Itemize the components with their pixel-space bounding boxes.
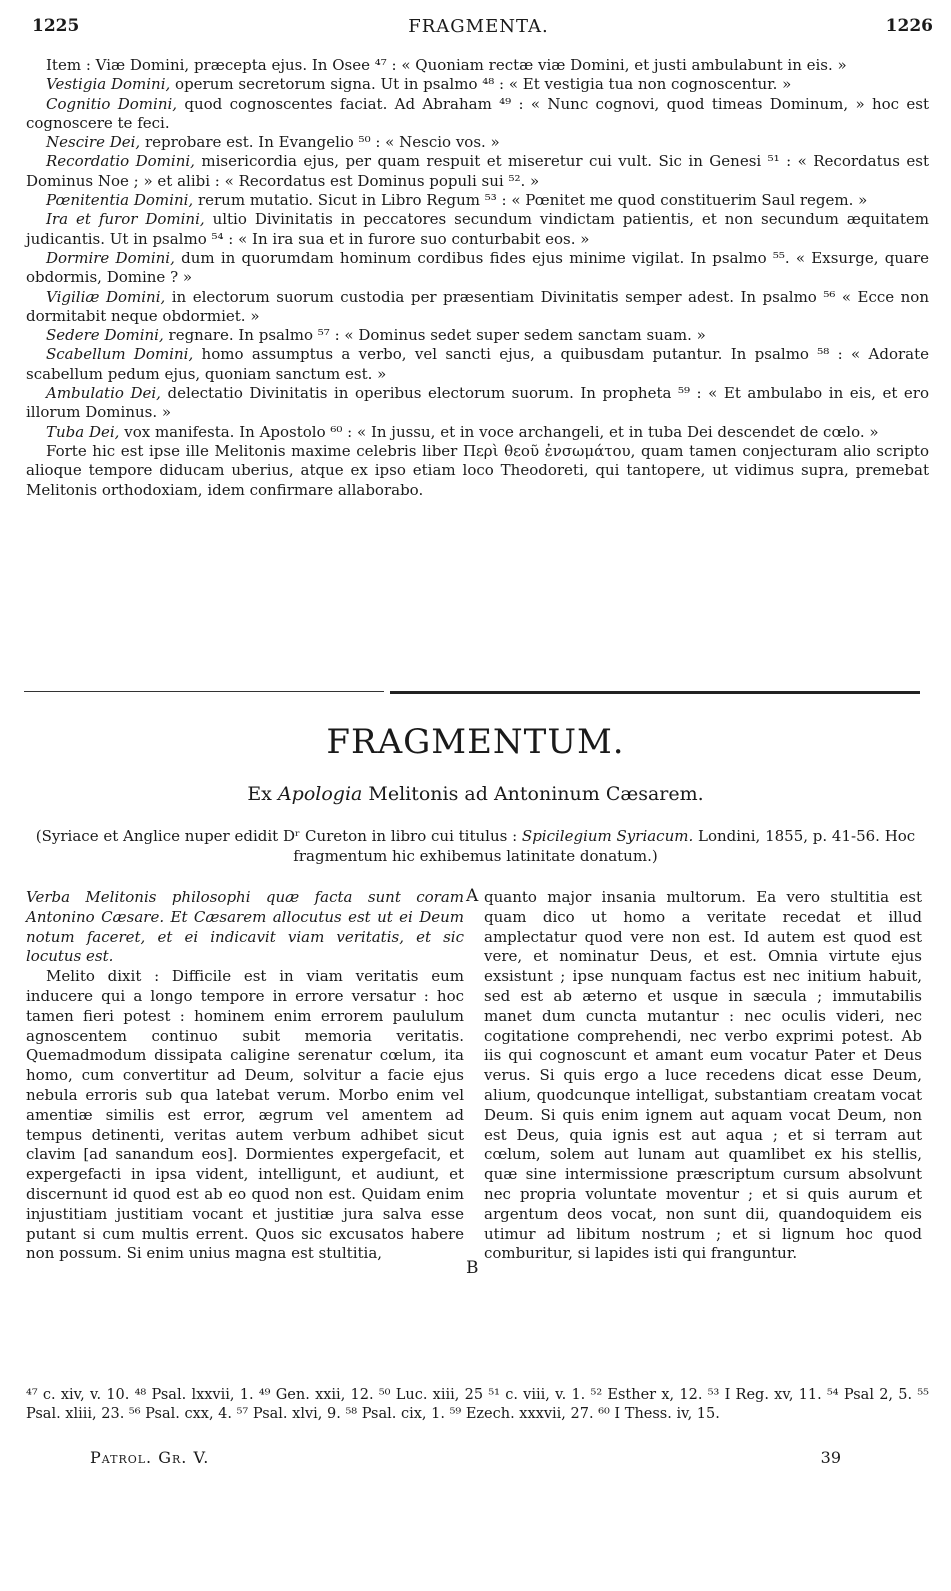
running-title: FRAGMENTA. xyxy=(408,16,549,37)
section-divider-thick xyxy=(390,691,920,694)
paragraph-text: Item : Viæ Domini, præcepta ejus. In Osee ⁴⁷ : « Quoniam rectæ viæ Domini, et justi ambulabunt in eis. » xyxy=(46,56,847,74)
wide-paragraph xyxy=(26,152,929,191)
wide-text-block xyxy=(26,56,929,500)
wide-paragraph xyxy=(26,95,929,134)
paragraph-text: delectatio Divinitatis in operibus electorum suorum. In propheta ⁵⁹ : « Et ambulabo in eis, et ero illorum Dominus. » xyxy=(26,384,929,422)
wide-paragraph xyxy=(26,326,929,345)
paragraph-term: Dormire Domini, xyxy=(46,248,175,267)
footer-series: Patrol. Gr. V. xyxy=(90,1448,210,1467)
paragraph-text: misericordia ejus, per quam respuit et miseretur cui vult. Sic in Genesi ⁵¹ : « Recordatus est Dominus Noe ; » et alibi : « Recordatus est Dominus populi sui ⁵². » xyxy=(26,152,930,190)
right-column-body: quanto major insania multorum. Ea vero stultitia est quam dico ut homo a veritate recedat et illud amplectatur quod vere non est. Id autem est quod est vere, et nominatur Deus, et est. Omnia virtute ejus exsistunt ; ipse nunquam factus est nec initium habuit, sed est ab æterno et usque in sæcula ; immutabilis manet dum cuncta mutantur : nec oculis videri, nec cogitatione comprehendi, nec verbo exprimi potest. Ab iis qui cognoscunt et amant eum vocatur Pater et Deus verus. Si quis ergo a luce recedens dicat esse Deum, alium, quodcunque intelligat, substantiam creatam vocat Deum. Si quis enim ignem aut aquam vocat Deum, non est Deus, quia ignis est aut aqua ; et si terram aut cœlum, solem aut lunam aut quamlibet ex his stellis, quæ sine intermissione præscriptum cursum absolvunt nec propria voluntate moventur ; et si quis aurum et argentum deos vocat, non sunt dii, quandoquidem eis utimur ad libitum nostrum ; et si lignum hoc quod comburitur, si lapides isti qui franguntur. xyxy=(484,888,922,1263)
right-column xyxy=(484,888,922,1264)
wide-paragraph xyxy=(26,249,929,288)
wide-paragraph xyxy=(26,191,929,210)
paragraph-term: Cognitio Domini, xyxy=(46,94,178,113)
margin-mark-b: B xyxy=(466,1258,479,1278)
paragraph-text: in electorum suorum custodia per præsentiam Divinitatis semper adest. In psalmo ⁵⁶ « Ecce non dormitabit neque obdormiet. » xyxy=(26,287,929,325)
paragraph-term: Sedere Domini, xyxy=(46,326,164,345)
margin-mark-a: A xyxy=(466,886,479,906)
paragraph-term: Pœnitentia Domini, xyxy=(46,191,194,210)
wide-paragraph xyxy=(26,133,929,152)
paragraph-term: Recordatio Domini, xyxy=(46,152,195,171)
wide-paragraph xyxy=(26,442,929,500)
paragraph-text: homo assumptus a verbo, vel sancti ejus, a quibusdam putantur. In psalmo ⁵⁸ : « Adorate scabellum pedum ejus, quoniam sanctum est. » xyxy=(26,345,929,383)
paragraph-term: Nescire Dei, xyxy=(46,133,141,152)
left-column-body: Melito dixit : Difficile est in viam veritatis eum inducere qui a longo tempore in errore versatur : hoc tamen fieri potest : hominem enim errorem paululum agnoscentem continuo subit memoria veritatis. Quemadmodum dissipata caligine serenatur cœlum, ita homo, cum convertitur ad Deum, solvitur a facie ejus nebula erroris sub qua latebat verum. Morbo enim vel amentiæ similis est error, ægrum vel amentem ad tempus detinenti, veritas autem verbum adhibet sicut clavim [ad sanandum eos]. Dormientes expergefacit, et expergefacti in ipsa vident, intelligunt, et audiunt, et discernunt id quod est ab eo quod non est. Quidam enim injustitiam justitiam vocant et justitiæ jura salva esse putant si cum multis errent. Quos sic excusatos habere non possum. Si enim unius magna est stultitia, xyxy=(26,967,464,1263)
paragraph-term: Scabellum Domini, xyxy=(46,345,194,364)
paragraph-text: regnare. In psalmo ⁵⁷ : « Dominus sedet super sedem sanctam suam. » xyxy=(163,326,706,345)
wide-paragraph xyxy=(26,288,929,327)
paragraph-text: Forte hic est ipse ille Melitonis maxime celebris liber Περὶ θεοῦ ἐνσωμάτου, quam tamen conjecturam alio scripto alioque tempore diducam uberius, atque ex ipso etiam loco Theodoreti, qui tantopere, ut vidimus supra, premebat Melitonis orthodoxiam, idem confirmare allaborabo. xyxy=(26,441,929,499)
paragraph-text: operum secretorum signa. Ut in psalmo ⁴⁸ : « Et vestigia tua non cognoscentur. » xyxy=(170,75,792,94)
paragraph-text: ultio Divinitatis in peccatores secundum vindictam patientis, et non secundum æquitatem judicantis. Ut in psalmo ⁵⁴ : « In ira sua et in furore suo conturbabit eos. » xyxy=(26,210,929,248)
wide-paragraph xyxy=(26,345,929,384)
paragraph-term: Tuba Dei, xyxy=(46,422,120,441)
paragraph-text: dum in quorumdam hominum cordibus fides ejus minime vigilat. In psalmo ⁵⁵. « Exsurge, quare obdormis, Domine ? » xyxy=(26,248,929,287)
paragraph-text: rerum mutatio. Sicut in Libro Regum ⁵³ : « Pœnitet me quod constituerim Saul regem. » xyxy=(193,191,868,210)
paragraph-text: vox manifesta. In Apostolo ⁶⁰ : « In jussu, et in voce archangeli, et in tuba Dei descendet de cœlo. » xyxy=(119,422,879,441)
paragraph-term: Vestigia Domini, xyxy=(46,75,171,94)
page-footer xyxy=(90,1448,841,1472)
fragment-source-note: (Syriace et Anglice nuper edidit Dʳ Cureton in libro cui titulus : Spicilegium Syriacum. Londini, 1855, p. 41-56. Hoc fragmentum hic exhibemus latinitate donatum.) xyxy=(35,827,916,865)
section-divider-thin xyxy=(24,691,384,692)
paragraph-text: reprobare est. In Evangelio ⁵⁰ : « Nescio vos. » xyxy=(140,133,500,152)
fragment-subtitle: Ex Apologia Melitonis ad Antoninum Cæsarem. xyxy=(247,783,704,805)
column-number-right: 1226 xyxy=(885,16,933,36)
paragraph-term: Ira et furor Domini, xyxy=(46,210,205,229)
paragraph-term: Ambulatio Dei, xyxy=(46,384,161,403)
left-column-intro: Verba Melitonis philosophi quæ facta sunt coram Antonino Cæsare. Et Cæsarem allocutus est ut ei Deum notum faceret, et ei indicavit viam veritatis, et sic locutus est. xyxy=(26,888,464,966)
fragment-title: FRAGMENTUM. xyxy=(326,722,625,762)
wide-paragraph xyxy=(26,56,929,75)
page-number: 39 xyxy=(820,1448,841,1467)
wide-paragraph xyxy=(26,423,929,442)
footnotes: ⁴⁷ c. xiv, v. 10. ⁴⁸ Psal. lxxvii, 1. ⁴⁹ Gen. xxii, 12. ⁵⁰ Luc. xiii, 25 ⁵¹ c. viii, v. 1. ⁵² Esther x, 12. ⁵³ I Reg. xv, 11. ⁵⁴ Psal 2, 5. ⁵⁵ Psal. xliii, 23. ⁵⁶ Psal. cxx, 4. ⁵⁷ Psal. xlvi, 9. ⁵⁸ Psal. cix, 1. ⁵⁹ Ezech. xxxvii, 27. ⁶⁰ I Thess. iv, 15. xyxy=(26,1387,929,1422)
paragraph-term: Vigiliæ Domini, xyxy=(46,287,166,306)
left-column xyxy=(26,888,464,1264)
running-header xyxy=(24,16,933,42)
wide-paragraph xyxy=(26,384,929,423)
paragraph-text: quod cognoscentes faciat. Ad Abraham ⁴⁹ : « Nunc cognovi, quod timeas Dominum, » hoc est cognoscere te feci. xyxy=(26,94,930,132)
column-number-left: 1225 xyxy=(32,16,80,36)
wide-paragraph xyxy=(26,75,929,94)
wide-paragraph xyxy=(26,210,929,249)
